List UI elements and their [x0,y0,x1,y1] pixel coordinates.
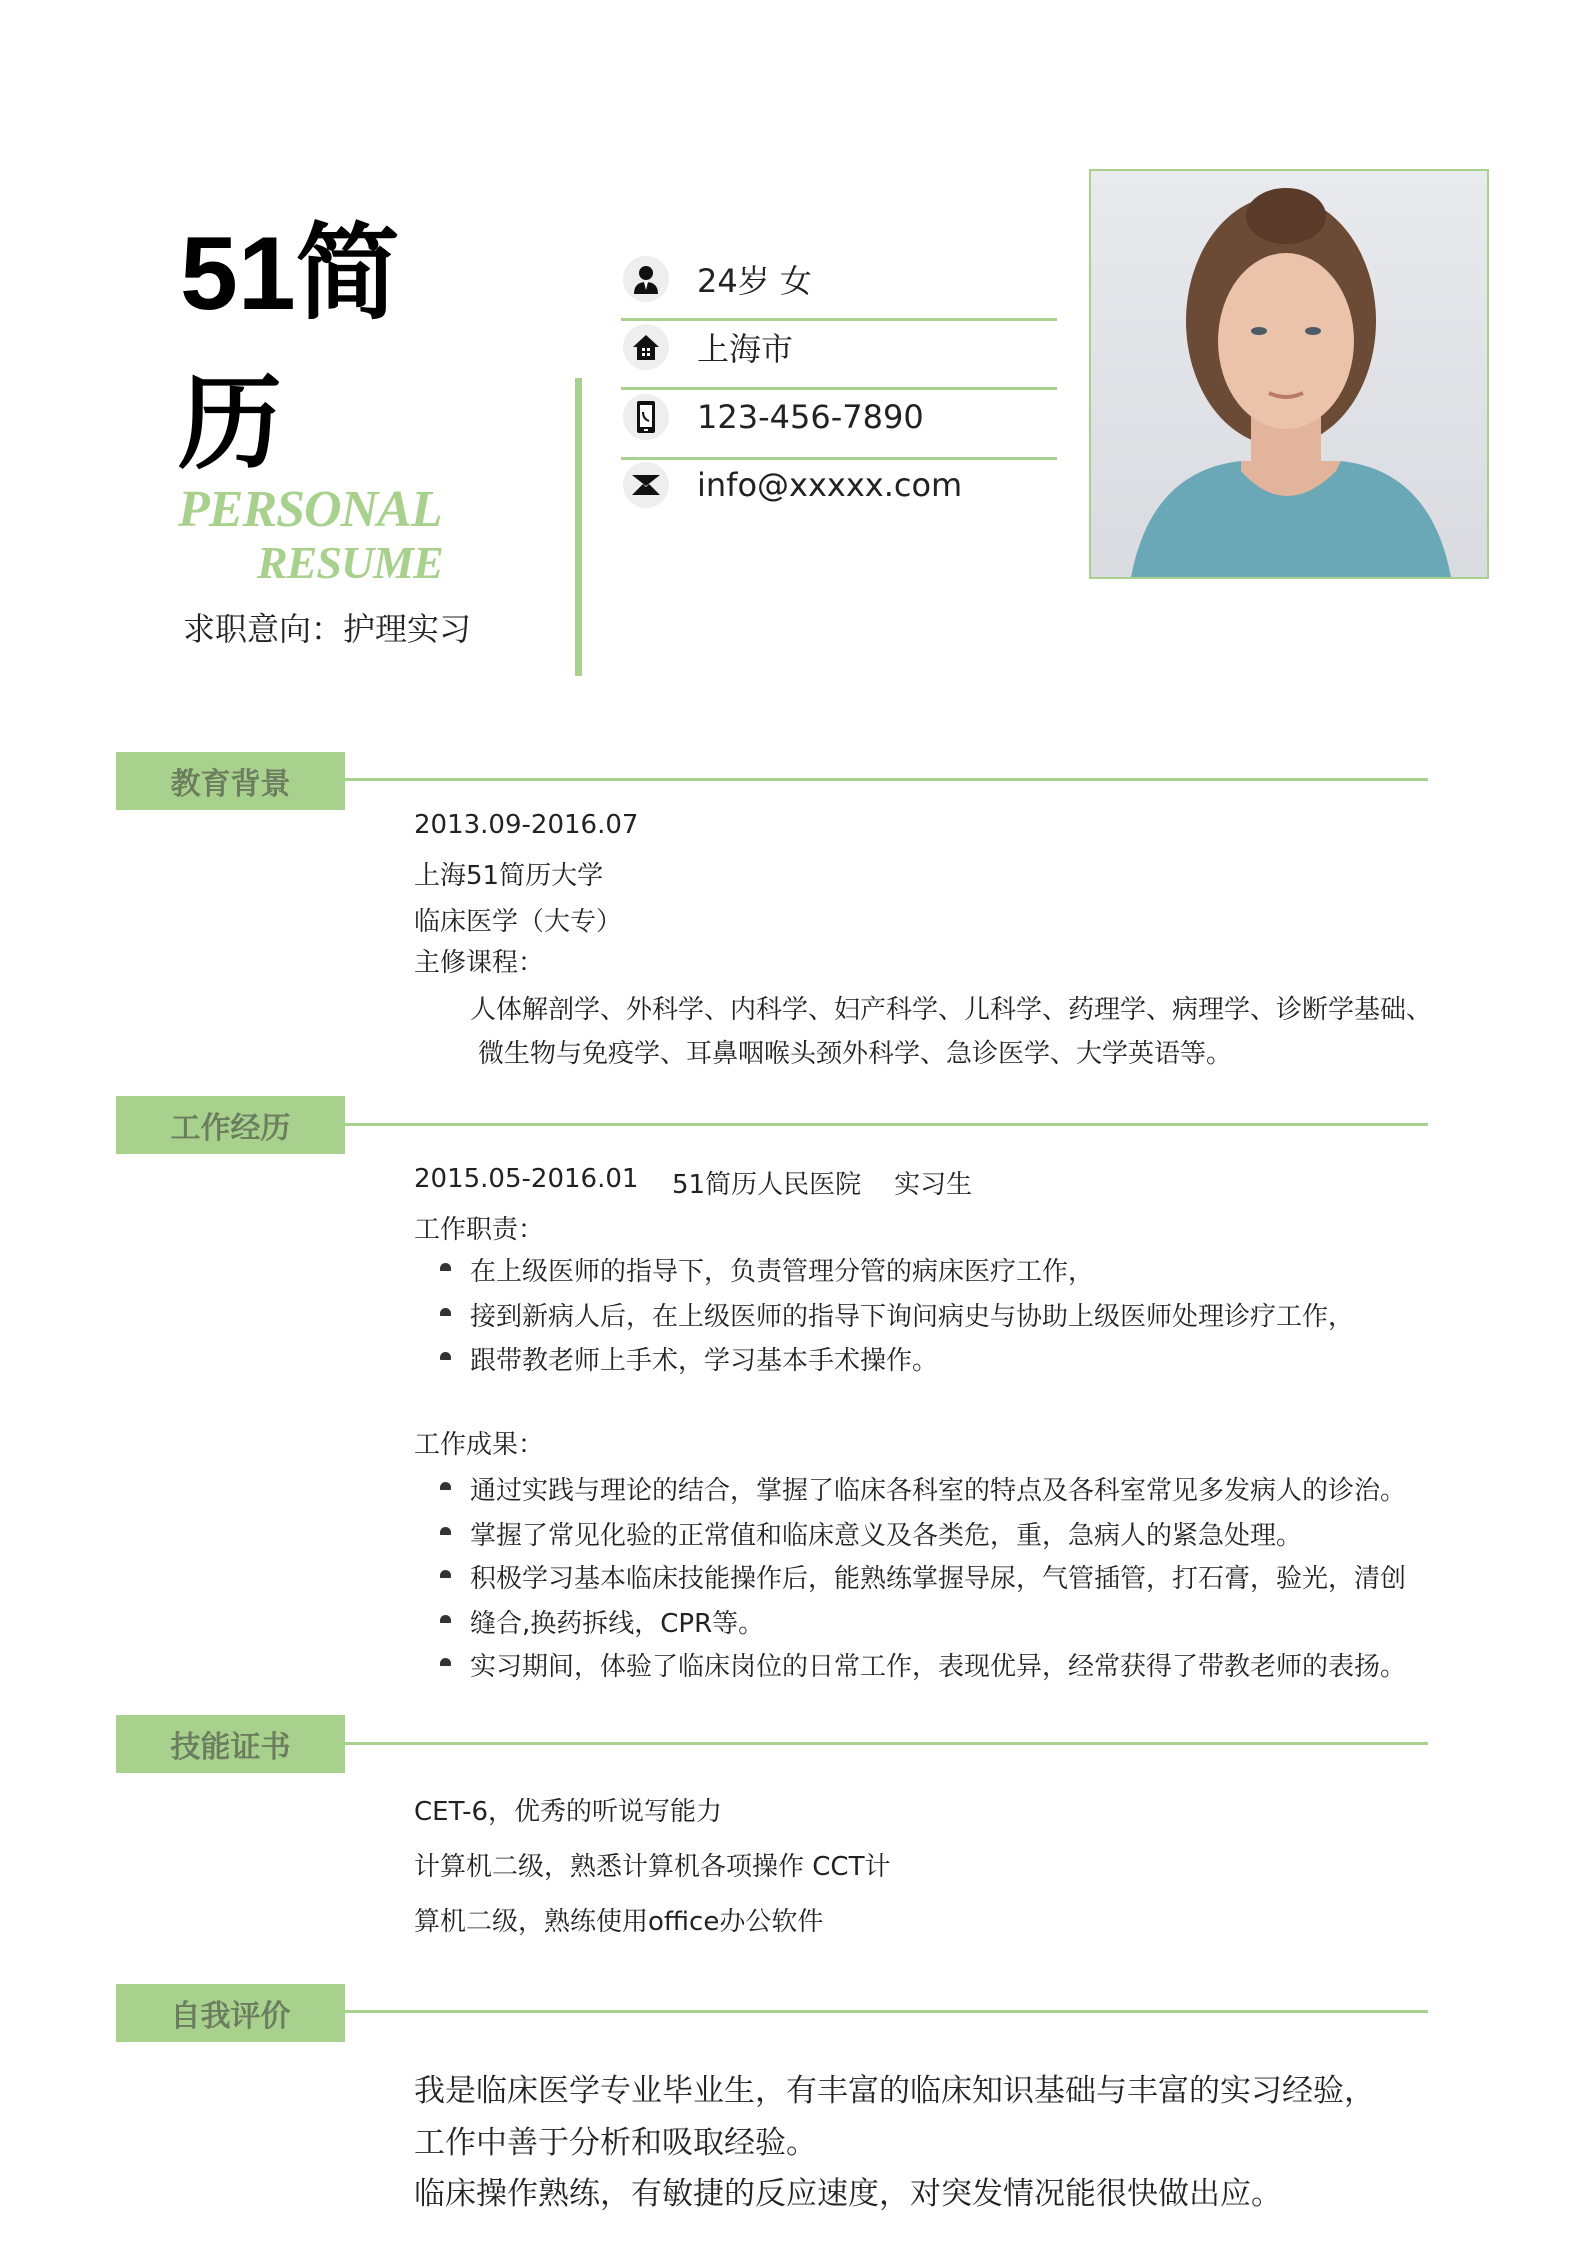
contact-phone: 123-456-7890 [621,387,1057,447]
job-intent: 求职意向：护理实习 [183,610,472,648]
section-header-skills: 技能证书 [116,1715,345,1773]
courses-line: 微生物与免疫学、耳鼻咽喉头颈外科学、急诊医学、大学英语等。 [478,1039,1233,1069]
bullet-icon [440,1263,451,1271]
section-header-self-evaluation: 自我评价 [116,1984,345,2042]
bullet-icon [440,1527,451,1535]
result-item: 缝合,换药拆线，CPR等。 [470,1603,764,1640]
section-divider [345,1742,1428,1745]
bullet-icon [440,1308,451,1316]
skill-line: 计算机二级，熟悉计算机各项操作 CCT计 [414,1852,891,1882]
resume-title-line1: 51简 [180,216,400,332]
duty-item: 跟带教老师上手术，学习基本手术操作。 [470,1340,938,1377]
education-school: 上海51简历大学 [414,861,604,891]
person-icon [623,256,669,302]
personal-label: PERSONAL [178,481,442,538]
bullet-icon [440,1615,451,1623]
header-divider [575,378,582,676]
bullet-icon [440,1482,451,1490]
bullet-icon [440,1570,451,1578]
section-divider [345,778,1428,781]
contact-email: info@xxxxx.com [621,455,1057,515]
bullet-icon [440,1352,451,1360]
skill-line: CET-6，优秀的听说写能力 [414,1797,723,1827]
contact-age-gender: 24岁 女 [621,249,1057,309]
skill-line: 算机二级，熟练使用office办公软件 [414,1907,824,1937]
self-evaluation-line: 临床操作熟练，有敏捷的反应速度，对突发情况能很快做出应。 [414,2176,1282,2212]
contact-city: 上海市 [621,317,1057,377]
bullet-icon [440,1658,451,1666]
self-evaluation-line: 我是临床医学专业毕业生，有丰富的临床知识基础与丰富的实习经验， [414,2073,1375,2109]
section-header-education: 教育背景 [116,752,345,810]
result-item: 实习期间，体验了临床岗位的日常工作，表现优异，经常获得了带教老师的表扬。 [470,1646,1406,1683]
courses-label: 主修课程： [414,948,545,978]
section-header-work: 工作经历 [116,1096,345,1154]
duties-label: 工作职责： [414,1215,545,1245]
section-divider [345,1123,1428,1126]
section-divider [345,2010,1428,2013]
work-period: 2015.05-2016.01 [414,1164,639,1194]
profile-photo [1089,169,1489,579]
courses-line: 人体解剖学、外科学、内科学、妇产科学、儿科学、药理学、病理学、诊断学基础、 [470,995,1433,1025]
result-item: 通过实践与理论的结合，掌握了临床各科室的特点及各科室常见多发病人的诊治。 [470,1470,1406,1507]
resume-label: RESUME [257,537,443,588]
duty-item: 在上级医师的指导下，负责管理分管的病床医疗工作， [470,1251,1094,1288]
home-icon [623,324,669,370]
self-evaluation-line: 工作中善于分析和吸取经验。 [414,2125,817,2161]
mail-icon [623,462,669,508]
duty-item: 接到新病人后，在上级医师的指导下询问病史与协助上级医师处理诊疗工作， [470,1296,1354,1333]
resume-title-line2: 历 [178,366,283,482]
result-item: 掌握了常见化验的正常值和临床意义及各类危，重，急病人的紧急处理。 [470,1515,1302,1552]
result-item: 积极学习基本临床技能操作后，能熟练掌握导尿，气管插管，打石膏，验光，清创 [470,1558,1406,1595]
education-major: 临床医学（大专） [414,907,623,937]
education-period: 2013.09-2016.07 [414,810,639,840]
results-label: 工作成果： [414,1430,545,1460]
work-org-role: 51简历人民医院 实习生 [672,1170,973,1200]
phone-icon [623,394,669,440]
